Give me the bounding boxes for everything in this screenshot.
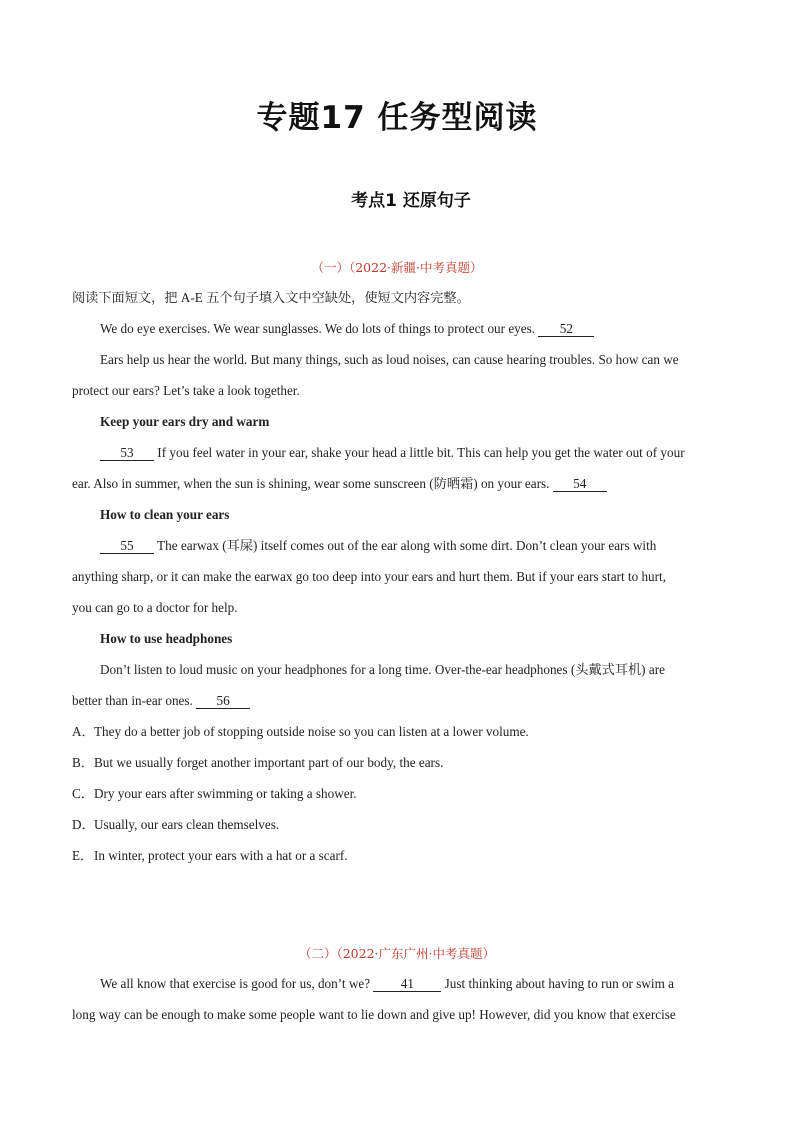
blank-55: 55 [100,539,154,554]
blank-53: 53 [100,446,154,461]
option-c [72,785,732,803]
option-e-text: In winter, protect your ears with a hat or a scarf. [94,848,348,863]
blank-54: 54 [553,477,607,492]
option-e-letter: E． [72,848,94,863]
question-source-1: （一）（2022·新疆·中考真题） [311,260,483,275]
question-source-2: （二）（2022·广东广州·中考真题） [298,946,495,961]
option-c-letter: C． [72,786,94,801]
section2-text-1: We all know that exercise is good for us, don’t we? [100,976,371,991]
paragraph-1 [100,320,730,338]
option-b-text: But we usually forget another important part of our body, the ears. [94,755,444,770]
section2-text-2: Just thinking about having to run or swim a [441,976,674,991]
option-e [72,847,732,865]
blank-41: 41 [373,977,441,992]
option-a [72,723,732,741]
section2-paragraph-line-1 [100,975,730,993]
option-a-letter: A． [72,724,95,739]
instruction-text: 阅读下面短文，把 A-E 五个句子填入文中空缺处，使短文内容完整。 [72,290,470,305]
section-subtitle: 考点1 还原句子 [351,191,471,211]
page-title: 专题17 任务型阅读 [256,100,538,136]
paragraph-2-line-2: protect our ears? Let’s take a look together. [72,383,300,398]
paragraph-5-line-2 [72,692,732,710]
option-a-text: They do a better job of stopping outside noise so you can listen at a lower volume. [94,724,529,739]
blank-52: 52 [538,322,594,337]
option-d-text: Usually, our ears clean themselves. [94,817,280,832]
paragraph-3-line-2 [72,475,732,493]
heading-keep-ears-dry: Keep your ears dry and warm [100,414,270,429]
paragraph-3-text-1: If you feel water in your ear, shake your head a little bit. This can help you get the water out of your [154,445,685,460]
section2-paragraph-line-2: long way can be enough to make some people want to lie down and give up! However, did you know that exercise [72,1007,676,1022]
heading-use-headphones: How to use headphones [100,631,233,646]
option-d [72,816,732,834]
paragraph-4-line-2: anything sharp, or it can make the earwax go too deep into your ears and hurt them. But if your ears start to hurt, [72,569,667,584]
paragraph-2-line-1: Ears help us hear the world. But many things, such as loud noises, can cause hearing troubles. So how can we [100,352,679,367]
paragraph-3-line-1 [100,444,730,462]
blank-56: 56 [196,694,250,709]
heading-clean-ears: How to clean your ears [100,507,230,522]
option-c-text: Dry your ears after swimming or taking a shower. [94,786,357,801]
paragraph-4-text-1: The earwax (耳屎) itself comes out of the ear along with some dirt. Don’t clean your ears with [154,538,657,553]
paragraph-4-line-3: you can go to a doctor for help. [72,600,238,615]
paragraph-5-text-2: better than in-ear ones. [72,693,193,708]
paragraph-4-line-1 [100,537,730,555]
paragraph-3-text-2: ear. Also in summer, when the sun is shining, wear some sunscreen (防晒霜) on your ears. [72,476,550,491]
option-d-letter: D． [72,817,95,832]
option-b [72,754,732,772]
paragraph-5-line-1: Don’t listen to loud music on your headphones for a long time. Over-the-ear headphones (头戴式耳机) are [100,662,665,677]
paragraph-1-text: We do eye exercises. We wear sunglasses. We do lots of things to protect our eyes. [100,321,536,336]
option-b-letter: B． [72,755,94,770]
